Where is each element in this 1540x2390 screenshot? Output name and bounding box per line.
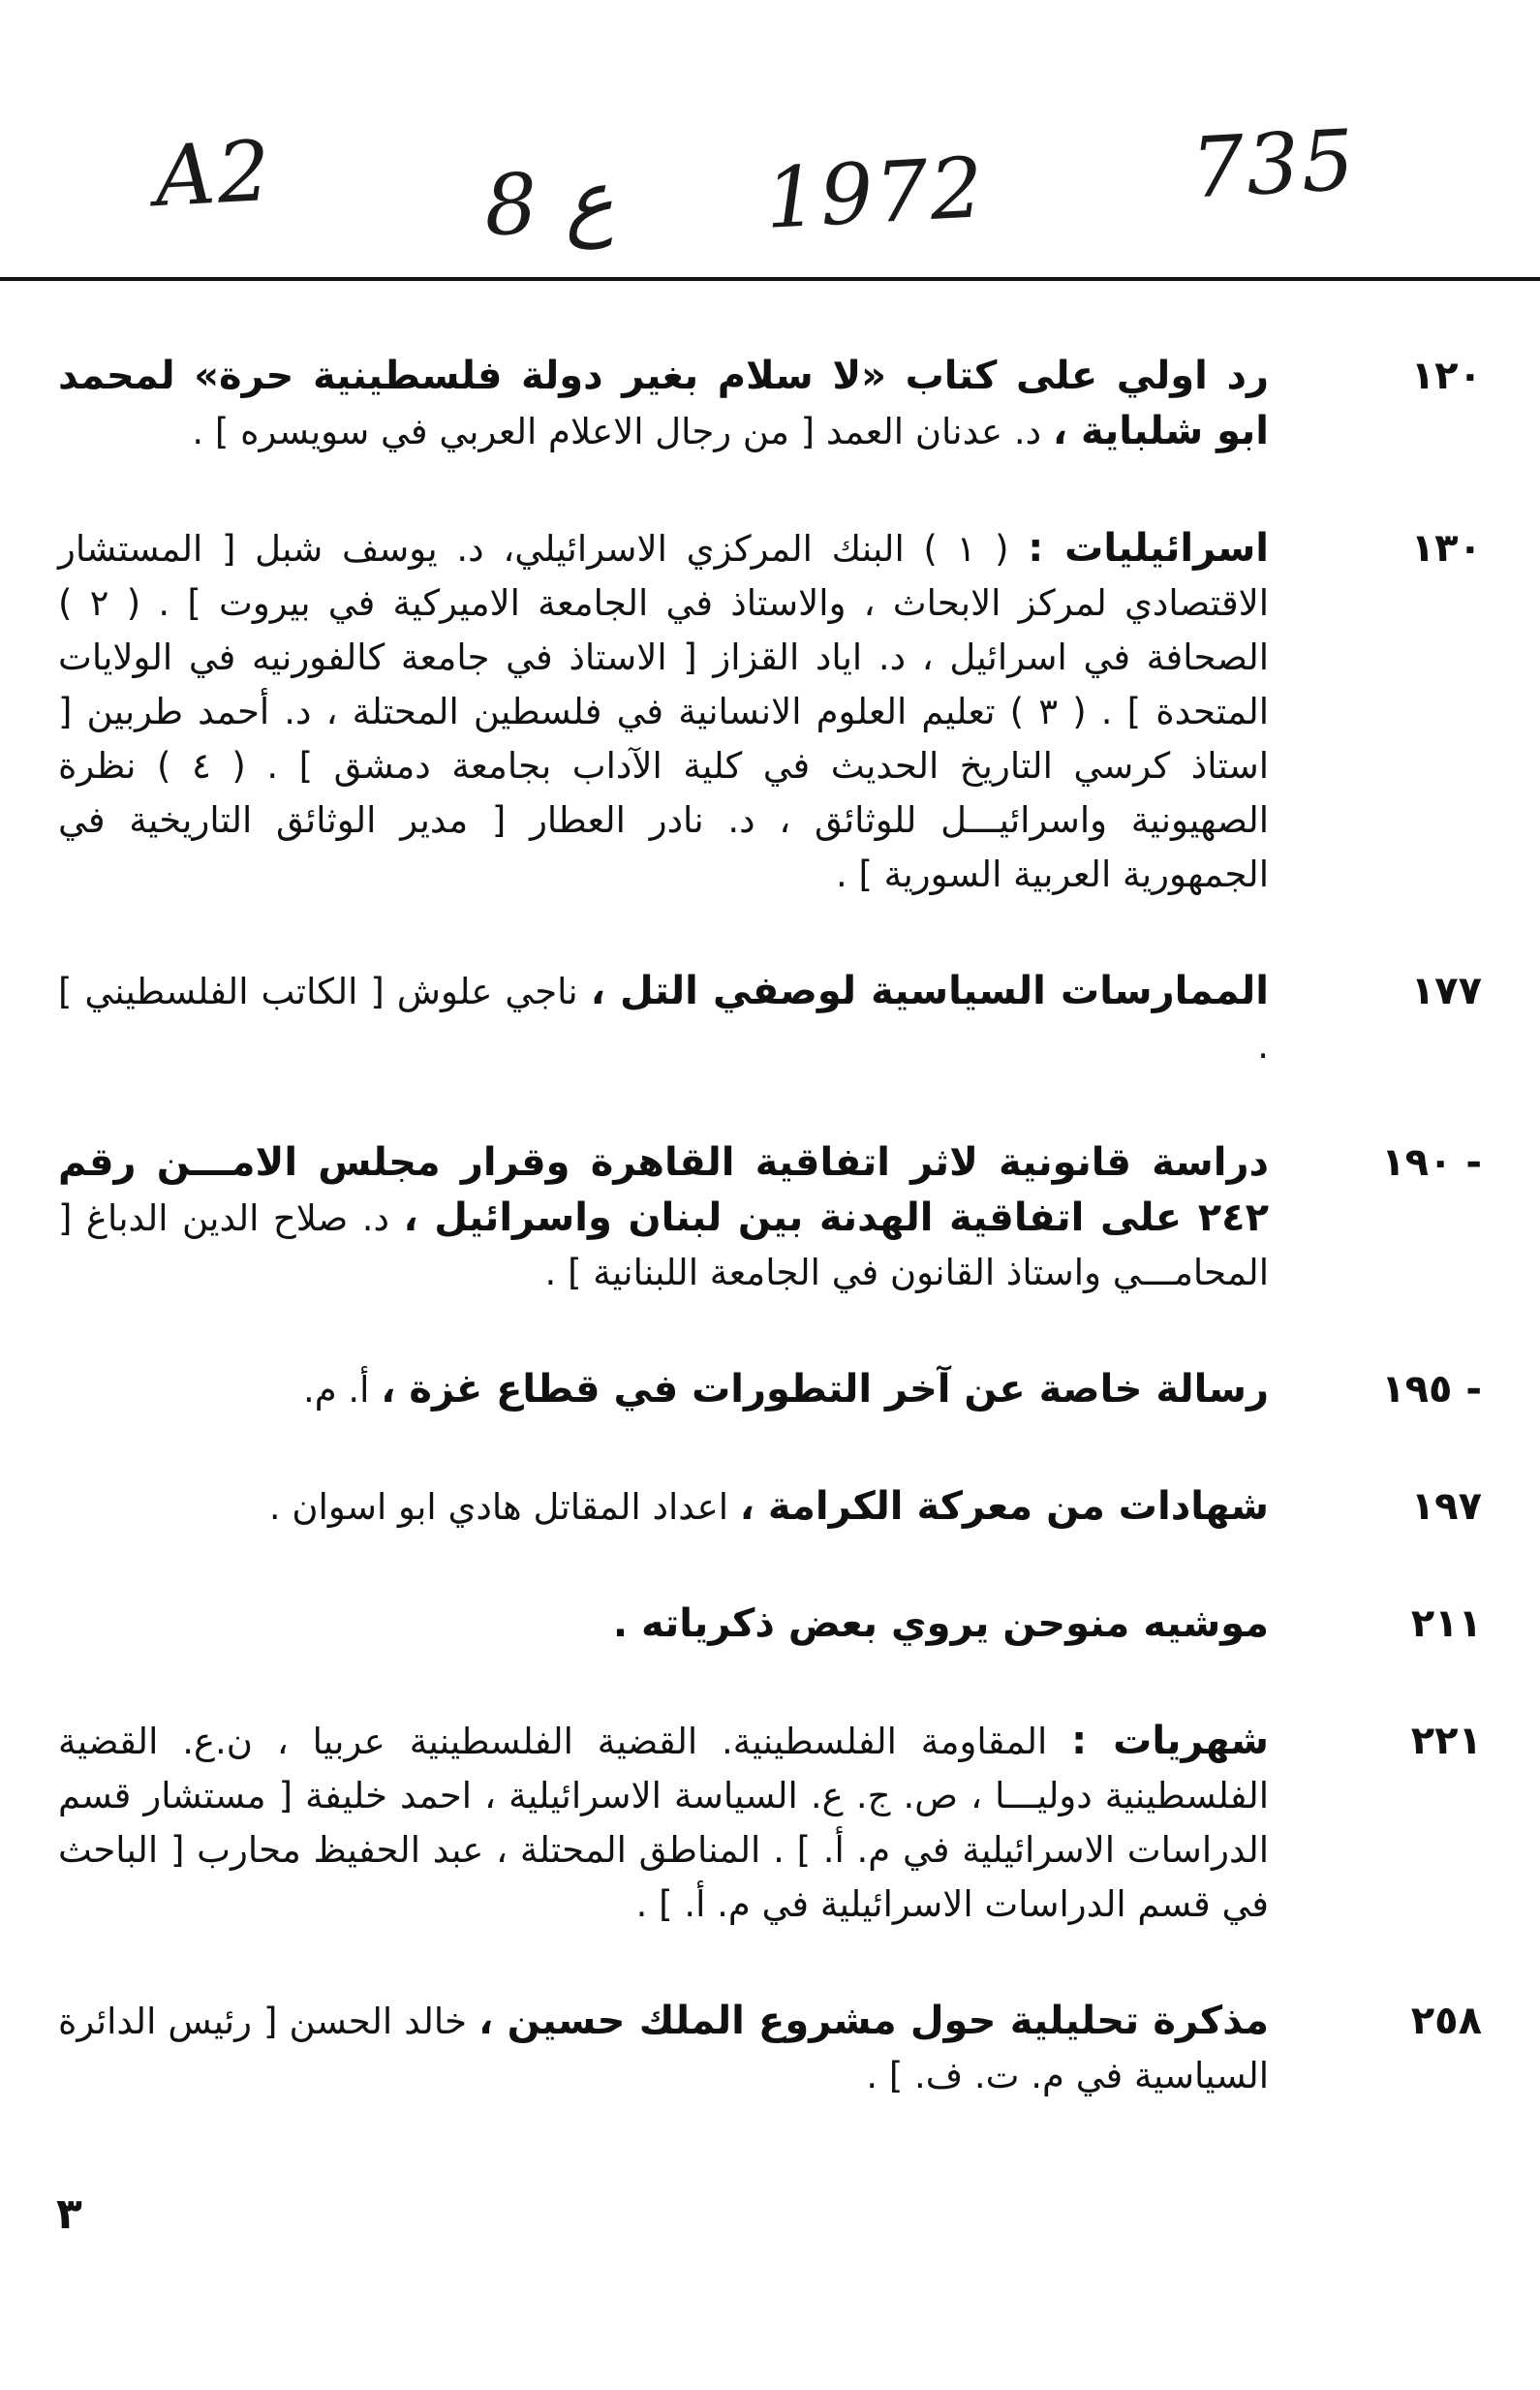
entry-text [58,349,1269,459]
entry-title: مذكرة تحليلية حول مشروع الملك حسين ، [478,1999,1269,2043]
page-number: ٣ [56,2189,82,2239]
toc-entry [58,1362,1482,1417]
entry-title: الممارسات السياسية لوصفي التل ، [590,969,1269,1013]
entry-text [58,1597,1269,1652]
toc-entry [58,1479,1482,1535]
entry-author: ( ١ ) البنك المركزي الاسرائيلي، د. يوسف شبل [ المستشار الاقتصادي لمركز الابحاث ، والاستاذ في الجامعة الاميركية في بيروت ] . ( ٢ ) الصحافة في اسرائيل ، د. اياد القزاز [ الاستاذ في جامعة كالفورنيه في الولايات المتحدة ] . ( ٣ ) تعليم العلوم الانسانية في فلسطين المحتلة ، د. أحمد طربين [ استاذ كرسي التاريخ الحديث في كلية الآداب بجامعة دمشق ] . ( ٤ ) نظرة الصهيونية واسرائيـــل للوثائق ، د. نادر العطار [ مدير الوثائق التاريخية في الجمهورية العربية السورية ] . [58,528,1270,895]
entry-title: رسالة خاصة عن آخر التطورات في قطاع غزة ، [381,1367,1269,1412]
entry-author: خالد الحسن [ رئيس الدائرة السياسية في م. ت. ف. ] . [58,2001,1269,2096]
entry-page-number: ١٩٥ - [1381,1367,1482,1412]
entry-author: المقاومة الفلسطينية. القضية الفلسطينية عربيا ، ن.ع. القضية الفلسطينية دوليـــا ، ص. ج. ع. السياسة الاسرائيلية ، احمد خليفة [ مستشار قسم الدراسات الاسرائيلية في م. أ. ] . المناطق المحتلة ، عبد الحفيظ محارب [ الباحث في قسم الدراسات الاسرائيلية في م. أ. ] . [58,1721,1269,1925]
entry-text [58,1479,1269,1535]
entry-page-number: ١٢٠ [1410,354,1482,398]
entry-author: د. صلاح الدين الدباغ [ المحامـــي واستاذ القانون في الجامعة اللبنانية ] . [58,1197,1269,1293]
header-divider [0,277,1540,281]
entry-page-number: ٢٥٨ [1410,1999,1482,2043]
entry-page-number: ١٩٠ - [1381,1140,1482,1185]
table-of-contents [58,349,1482,2165]
entry-page-number: ٢٢١ [1410,1719,1482,1763]
entry-text [58,1994,1269,2103]
entry-page-number: ١٧٧ [1410,969,1482,1013]
entry-page-number: ١٩٧ [1410,1484,1482,1529]
handwritten-number: 735 [1188,111,1359,218]
toc-entry [58,349,1482,459]
entry-page-number: ٢١١ [1410,1601,1482,1646]
entry-title: شهريات : [1071,1719,1270,1763]
toc-entry [58,1714,1482,1932]
entry-text [58,1135,1269,1300]
entry-title: اسرائيليات : [1028,526,1269,571]
entry-title: رد اولي على كتاب «لا سلام بغير دولة فلسطينية حرة» لمحمد ابو شلباية ، [58,354,1269,453]
handwritten-header [0,0,1540,271]
toc-entry [58,964,1482,1073]
entry-text [58,521,1269,902]
toc-entry [58,1994,1482,2103]
entry-text [58,964,1269,1073]
entry-title: دراسة قانونية لاثر اتفاقية القاهرة وقرار مجلس الامـــن رقم ٢٤٢ على اتفاقية الهدنة بين لبنان واسرائيل ، [58,1140,1269,1240]
toc-entry [58,1597,1482,1652]
entry-author: د. عدنان العمد [ من رجال الاعلام العربي في سويسره ] . [192,411,1042,452]
entry-page-number: ١٣٠ [1410,526,1482,571]
entry-text [58,1714,1269,1932]
toc-entry [58,1135,1482,1300]
entry-author: اعداد المقاتل هادي ابو اسوان . [268,1486,729,1528]
toc-entry [58,521,1482,902]
handwritten-year: 1972 [762,140,988,248]
handwritten-code: A2 [152,122,275,227]
entry-title: موشيه منوحن يروي بعض ذكرياته . [612,1601,1269,1646]
entry-text [58,1362,1269,1417]
entry-author: أ. م. [302,1369,370,1411]
handwritten-day: 8 ع [481,151,616,256]
entry-title: شهادات من معركة الكرامة ، [739,1484,1269,1529]
entry-author: ناجي علوش [ الكاتب الفلسطيني ] . [58,971,1269,1067]
